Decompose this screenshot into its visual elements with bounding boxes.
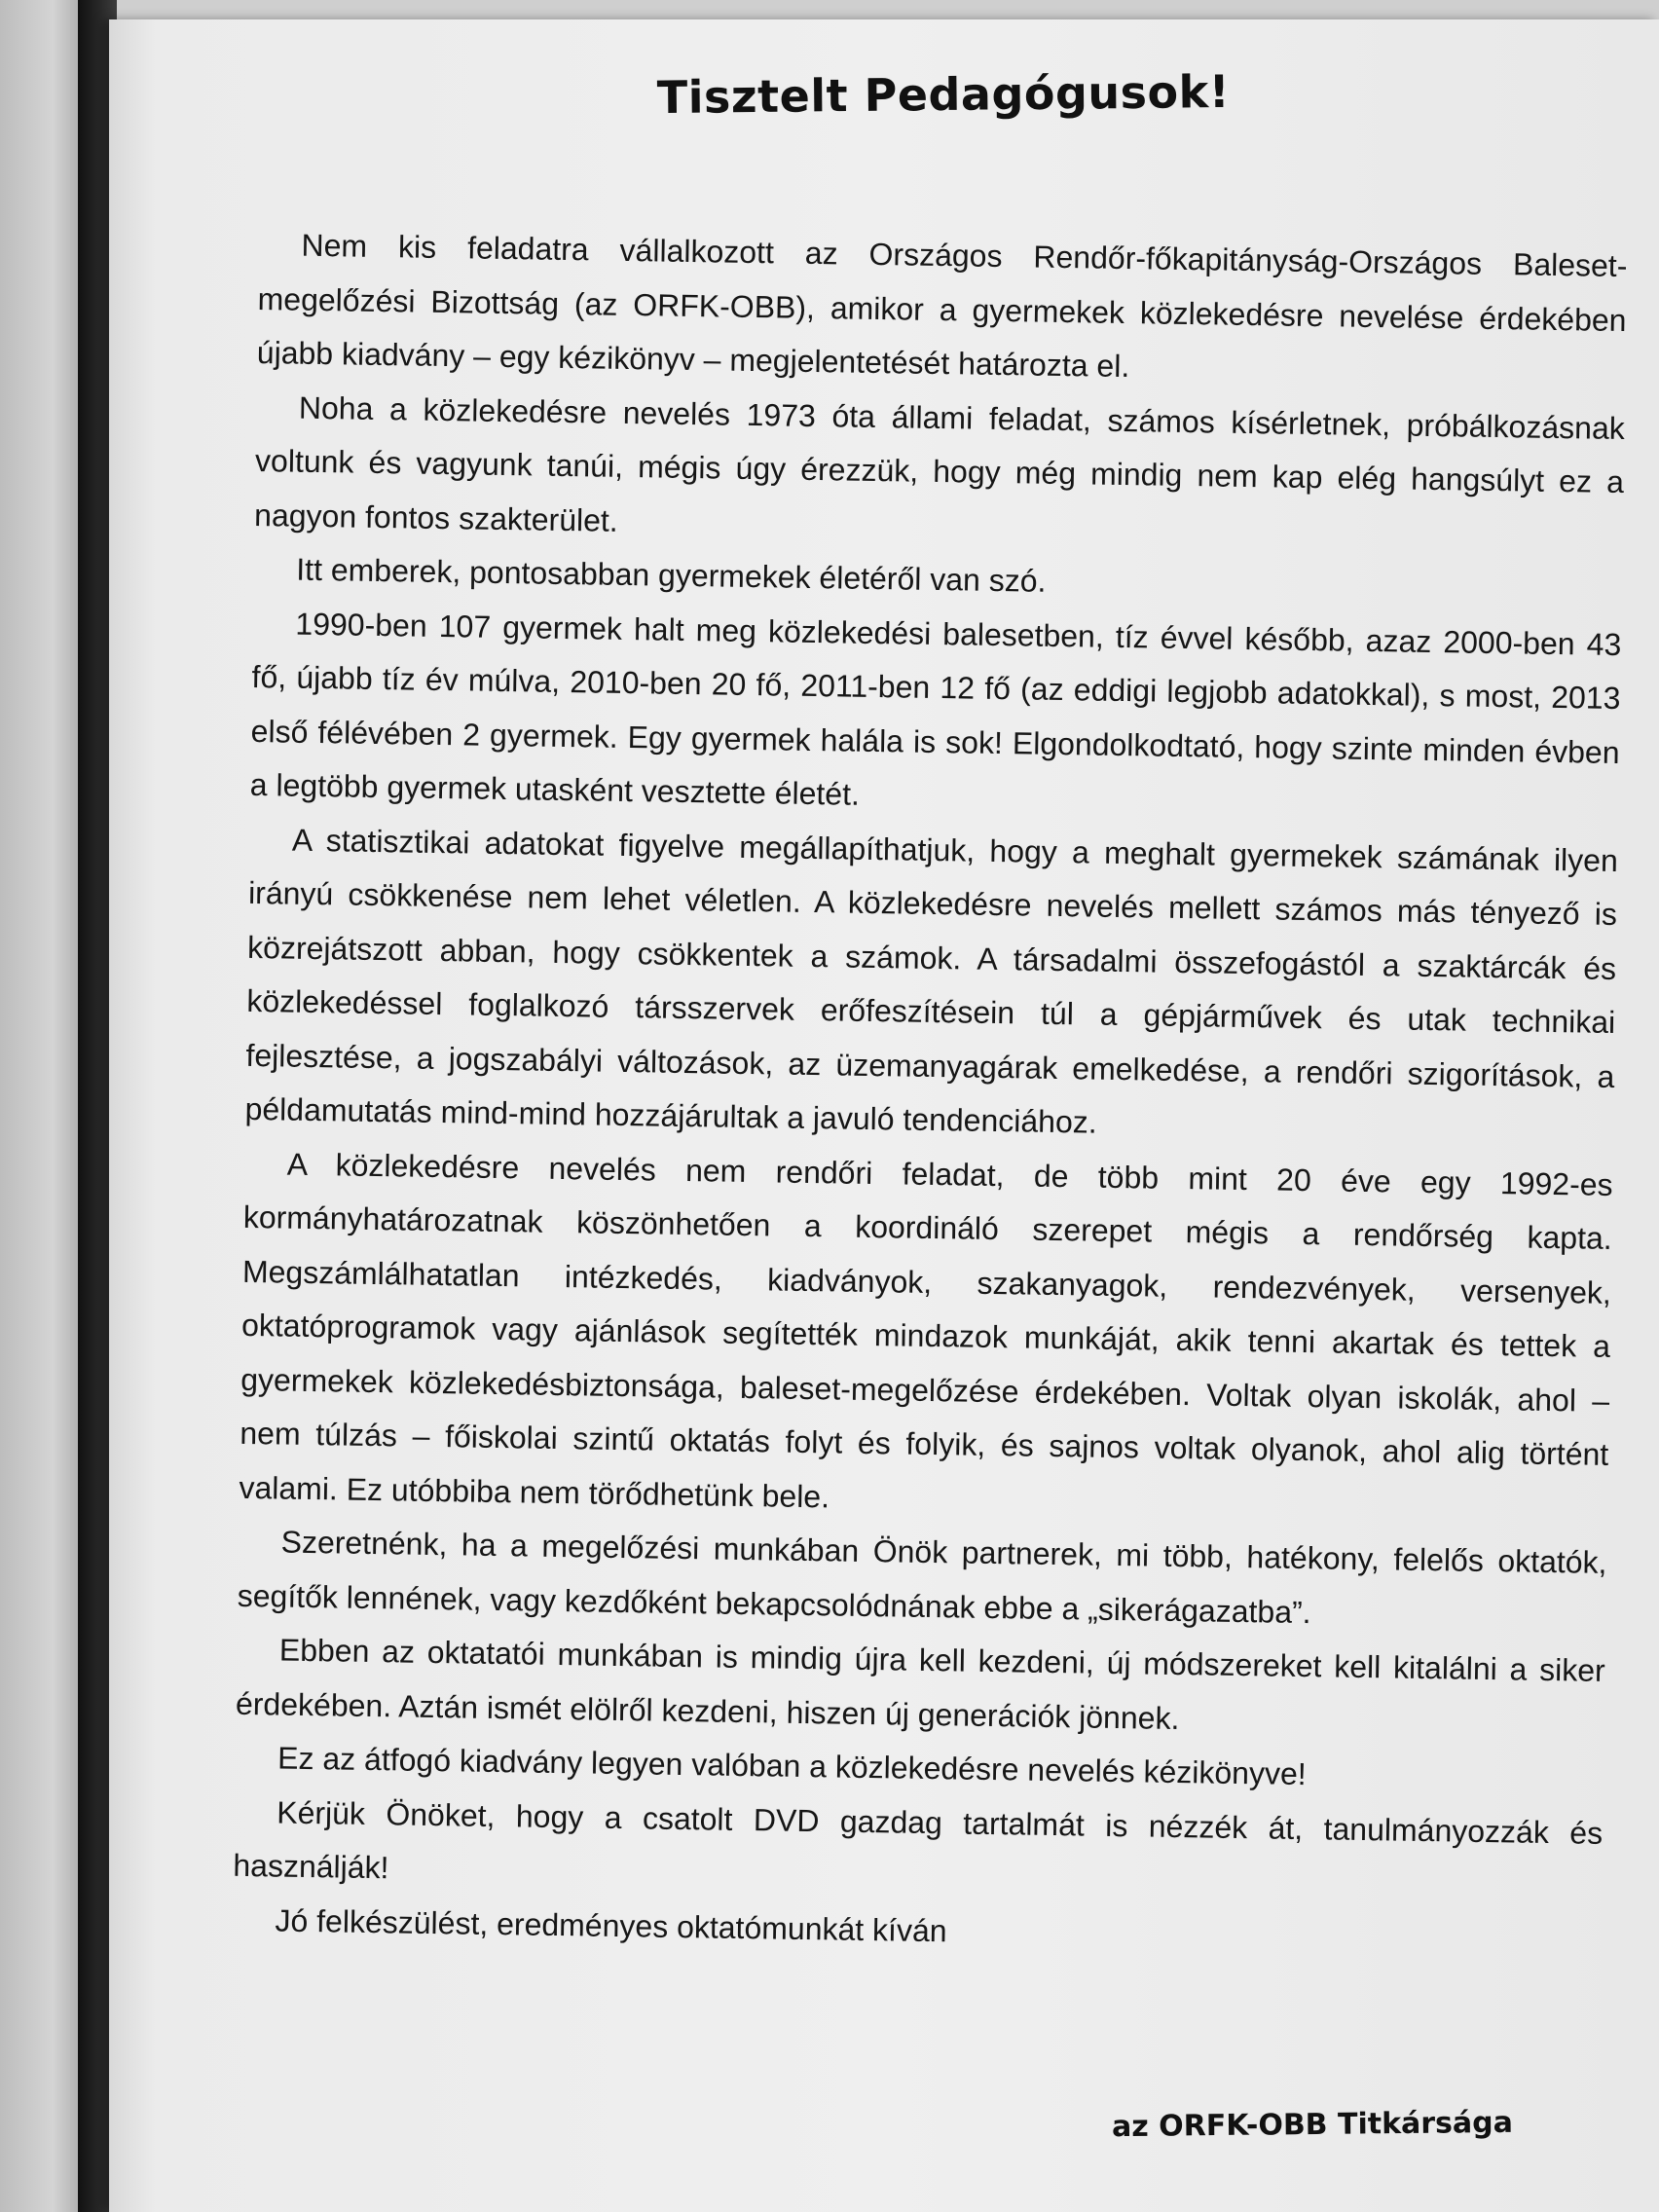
paragraph-5: A statisztikai adatokat figyelve megállapíthatjuk, hogy a meghalt gyermekek számának ilyen irányú csökkenése nem lehet véletlen. A közlekedésre nevelés mellett számos más tényező is közrejátszott abban, hogy csökkentek a számok. A társadalmi összefogástól a szaktárcák és közlekedéssel foglalkozó társszervek erőfeszítésein túl a gépjárművek és utak technikai fejlesztése, a jogszabályi változások, az üzemanyagárak emelkedése, a rendőri szigorítások, a példamutatás mind-mind hozzájárultak a javuló tendenciához. — [244, 822, 1619, 1140]
background-wall — [0, 0, 88, 2212]
page-content — [233, 19, 1628, 1948]
paragraph-1: Nem kis feladatra vállalkozott az Országos Rendőr-főkapitányság-Országos Baleset-megelőzési Bizottság (az ORFK-OBB), amikor a gyermekek közlekedésre nevelése érdekében újabb kiadvány – egy kézikönyv – megjelentetését határozta el. — [256, 227, 1628, 385]
paragraph-11: Jó felkészülést, eredményes oktatómunkát kíván — [275, 1901, 947, 1948]
document-page — [109, 19, 1659, 2212]
page-title: Tisztelt Pedagógusok! — [656, 64, 1231, 125]
paragraph-4: 1990-ben 107 gyermek halt meg közlekedési balesetben, tíz évvel később, azaz 2000-ben 43 fő, újabb tíz év múlva, 2010-ben 20 fő, 2011-ben 12 fő (az eddigi legjobb adatokkal), s most, 2013 első félévében 2 gyermek. Egy gyermek halála is sok! Elgondolkodtató, hogy szinte minden évben a legtöbb gyermek utasként vesztette életét. — [249, 606, 1622, 812]
paragraph-2: Noha a közlekedésre nevelés 1973 óta állami feladat, számos kísérletnek, próbálkozásnak voltunk és vagyunk tanúi, mégis úgy érezzük, hogy még mindig nem kap elég hangsúlyt ez a nagyon fontos szakterület. — [253, 389, 1626, 538]
letter-body — [232, 218, 1628, 1969]
paragraph-10: Kérjük Önöket, hogy a csatolt DVD gazdag tartalmát is nézzék át, tanulmányozzák és használják! — [233, 1793, 1604, 1886]
signature: az ORFK-OBB Titkársága — [1111, 2105, 1514, 2145]
paragraph-9: Ez az átfogó kiadvány legyen valóban a közlekedésre nevelés kézikönyve! — [276, 1740, 1307, 1792]
paragraph-8: Ebben az oktatatói munkában is mindig újra kell kezdeni, új módszereket kell kitalálni a siker érdekében. Aztán ismét elölről kezdeni, hiszen új generációk jönnek. — [235, 1632, 1606, 1736]
paragraph-7: Szeretnénk, ha a megelőzési munkában Önök partnerek, mi több, hatékony, felelős oktatók, segítők lennének, vagy kezdőként bekapcsolódnának ebbe a „sikerágazatba”. — [237, 1524, 1607, 1630]
paragraph-3: Itt emberek, pontosabban gyermekek életéről van szó. — [296, 551, 1047, 599]
paragraph-6: A közlekedésre nevelés nem rendőri feladat, de több mint 20 éve egy 1992-es kormányhatározatnak köszönhetően a koordináló szerepet mégis a rendőrség kapta. Megszámlálhatatlan intézkedés, kiadványok, szakanyagok, rendezvények, versenyek, oktatóprogramok vagy ajánlások segítették mindazok munkáját, akik tenni akartak és tettek a gyermekek közlekedésbiztonsága, baleset-megelőzése érdekében. Voltak olyan iskolák, ahol – nem túlzás – főiskolai szintű oktatás folyt és folyik, és sajnos voltak olyanok, ahol alig történt valami. Ez utóbbiba nem törődhetünk bele. — [239, 1146, 1613, 1514]
